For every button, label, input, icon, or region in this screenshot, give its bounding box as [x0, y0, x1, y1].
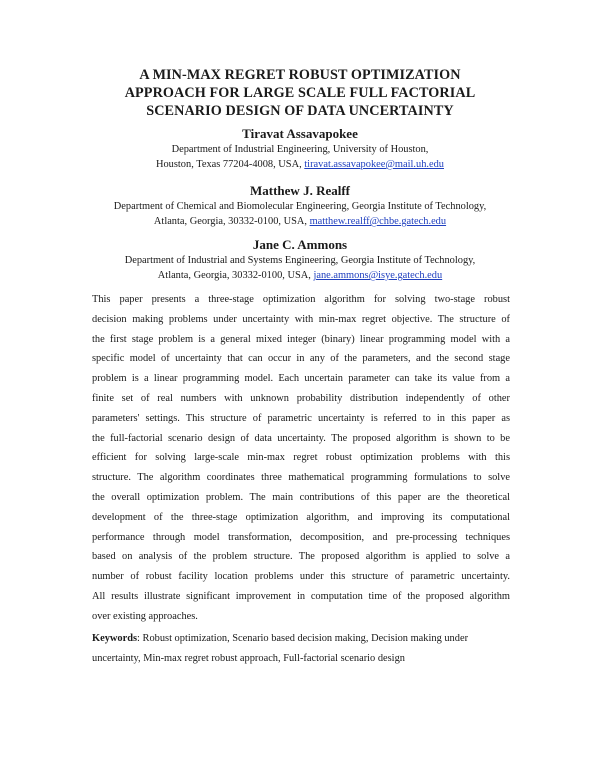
author-affiliation	[0, 199, 600, 229]
title-line: APPROACH FOR LARGE SCALE FULL FACTORIAL	[124, 85, 476, 101]
affiliation-line	[0, 268, 600, 283]
title-line: A MIN-MAX REGRET ROBUST OPTIMIZATION	[139, 67, 461, 83]
affiliation-line: Department of Industrial Engineering, University of Houston,	[171, 144, 429, 155]
author-name: Tiravat Assavapokee	[242, 126, 358, 141]
affiliation-line: Department of Industrial and Systems Engineering, Georgia Institute of Technology,	[124, 255, 476, 266]
affiliation-address: Atlanta, Georgia, 30332-0100, USA,	[153, 216, 310, 227]
abstract-line: the full-factorial scenario design of data uncertainty. The proposed algorithm is shown to be	[92, 432, 510, 444]
abstract-line: number of robust facility location problems under this structure of parametric uncertainty.	[92, 571, 510, 583]
abstract-line: parameters' settings. This structure of parametric uncertainty is referred to in this paper as	[92, 412, 510, 424]
email-link[interactable]: jane.ammons@isye.gatech.edu	[313, 270, 443, 281]
email-link[interactable]: tiravat.assavapokee@mail.uh.edu	[304, 159, 444, 170]
keywords-label: Keywords	[92, 633, 138, 644]
keywords	[92, 629, 510, 669]
abstract-line: finite set of real numbers with unknown probability distribution independently of other	[92, 392, 510, 404]
abstract-line: structure. The algorithm coordinates three mathematical programming formulations to solve	[92, 472, 510, 484]
paper-title	[60, 66, 540, 120]
abstract-line: This paper presents a three-stage optimization algorithm for solving two-stage robust	[92, 294, 510, 305]
keywords-text: : Robust optimization, Scenario based decision making, Decision making under	[137, 633, 469, 644]
abstract-line: decision making problems under uncertainty with min-max regret objective. The structure of	[92, 313, 510, 325]
abstract-line: development of the three-stage optimization algorithm, and improving its computational	[92, 511, 510, 523]
abstract-line: All results illustrate significant improvement in computation time of the proposed algorithm	[92, 590, 510, 602]
abstract-line: performance through model transformation, decomposition, and pre-processing techniques	[92, 531, 510, 543]
affiliation-line	[0, 157, 600, 172]
affiliation-address: Atlanta, Georgia, 30332-0100, USA,	[157, 270, 314, 281]
affiliation-address: Houston, Texas 77204-4008, USA,	[155, 159, 305, 170]
keywords-line: uncertainty, Min-max regret robust approach, Full-factorial scenario design	[92, 652, 405, 664]
abstract-line: the first stage problem is a general mixed integer (binary) linear programming model with a	[92, 333, 510, 345]
abstract-line: problem is a linear programming model. Each uncertain parameter can take its value from a	[92, 373, 510, 385]
affiliation-line	[0, 214, 600, 229]
author-name: Matthew J. Realff	[250, 183, 350, 198]
author-name: Jane C. Ammons	[252, 237, 348, 252]
abstract	[92, 290, 510, 627]
abstract-line: efficient for solving large-scale min-max regret robust optimization problems with this	[92, 452, 510, 464]
author-affiliation	[0, 142, 600, 172]
abstract-line: specific model of uncertainty that can occur in any of the parameters, and the second stage	[92, 353, 510, 365]
title-line: SCENARIO DESIGN OF DATA UNCERTAINTY	[146, 103, 454, 119]
affiliation-line: Department of Chemical and Biomolecular Engineering, Georgia Institute of Technology,	[113, 201, 487, 212]
keywords-line	[92, 629, 510, 649]
abstract-line: over existing approaches.	[92, 610, 198, 622]
author-affiliation	[0, 253, 600, 283]
email-link[interactable]: matthew.realff@chbe.gatech.edu	[309, 216, 447, 227]
abstract-line: the overall optimization problem. The main contributions of this paper are the theoretical	[92, 491, 510, 503]
abstract-line: based on analysis of the problem structure. The proposed algorithm is applied to solve a	[92, 551, 510, 563]
